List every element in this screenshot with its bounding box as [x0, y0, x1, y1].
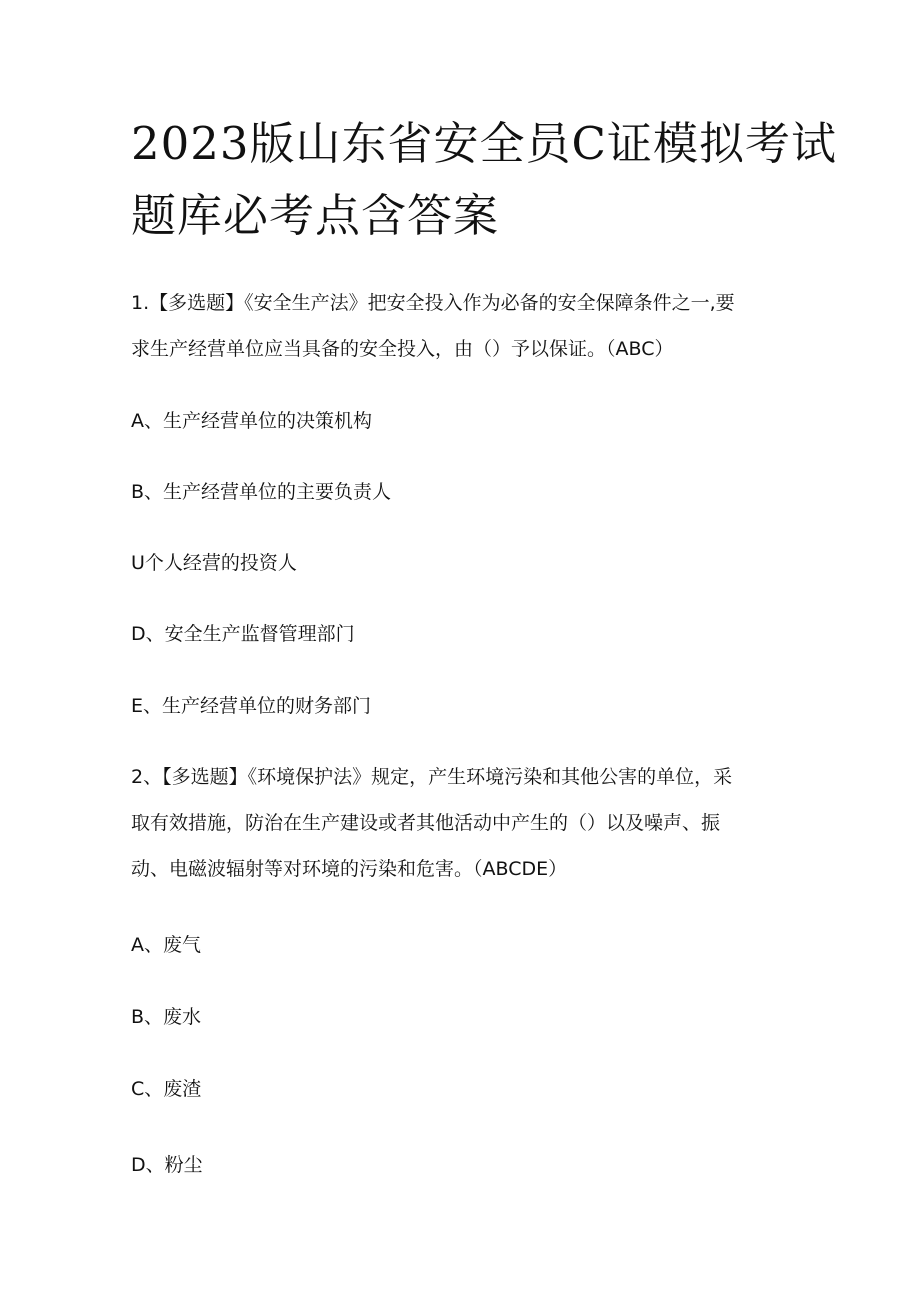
question-1-option-a: A、生产经营单位的决策机构 [131, 410, 372, 432]
question-2-line-2: 取有效措施，防治在生产建设或者其他活动中产生的（）以及噪声、振 [131, 812, 721, 834]
question-1-line-2: 求生产经营单位应当具备的安全投入，由（）予以保证。（ABC） [131, 338, 674, 360]
title-line-2: 题库必考点含答案 [131, 189, 500, 242]
question-2-option-b: B、废水 [131, 1006, 202, 1028]
question-2-line-1: 2、【多选题】《环境保护法》规定，产生环境污染和其他公害的单位，采 [131, 766, 733, 788]
question-1-option-c: U个人经营的投资人 [131, 552, 297, 574]
question-1-line-1: 1.【多选题】《安全生产法》把安全投入作为必备的安全保障条件之一,要 [131, 292, 735, 314]
question-1-option-e: E、生产经营单位的财务部门 [131, 695, 372, 717]
document-title [131, 108, 837, 252]
question-1-option-b: B、生产经营单位的主要负责人 [131, 481, 392, 503]
question-2-option-c: C、废渣 [131, 1078, 202, 1100]
question-2-option-a: A、废气 [131, 934, 201, 956]
question-1-text [131, 280, 791, 372]
question-2-option-d: D、粉尘 [131, 1154, 203, 1176]
question-1-option-d: D、安全生产监督管理部门 [131, 623, 355, 645]
title-line-1: 2023版山东省安全员C证模拟考试 [131, 117, 837, 170]
question-2-line-3: 动、电磁波辐射等对环境的污染和危害。（ABCDE） [131, 858, 568, 880]
question-2-text [131, 754, 791, 892]
